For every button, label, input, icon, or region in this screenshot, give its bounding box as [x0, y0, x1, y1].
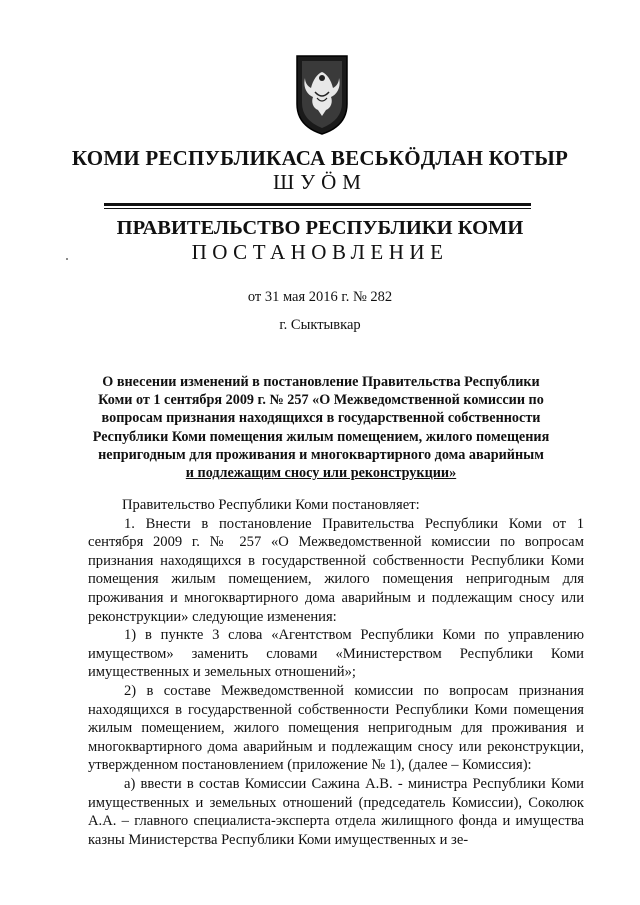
scan-speck [66, 258, 68, 260]
document-date-number: от 31 мая 2016 г. № 282 [247, 289, 393, 305]
header-divider-thin [104, 208, 531, 209]
paragraph-1: 1. Внести в постановление Правительства Республики Коми от 1 сентября 2009 г. № 257 «О Межведомственной комиссии по вопросам признания находящихся в государственной собственности Республики Коми помещения жилым помещением, жилого помещения непригодным для проживания и многоквартирного дома аварийным и подлежащим сносу или реконструкции» следующие изменения: [88, 515, 584, 625]
document-title [80, 373, 562, 482]
komi-header: КОМИ РЕСПУБЛИКАСА ВЕСЬКӦДЛАН КОТЫР [71, 146, 569, 170]
document-city: г. Сыктывкар [279, 317, 361, 333]
title-line: О внесении изменений в постановление Правительства Республики [102, 374, 540, 390]
paragraph-1-2: 2) в составе Межведомственной комиссии по вопросам признания находящихся в государственной собственности Республики Коми помещения жилым помещением, жилого помещения непригодным для проживания и многоквартирного дома аварийным и подлежащим сносу или реконструкции, утвержденном постановлением (приложение № 1), (далее – Комиссия): [88, 682, 584, 774]
government-header: ПРАВИТЕЛЬСТВО РЕСПУБЛИКИ КОМИ [116, 217, 524, 239]
title-line: непригодным для проживания и многоквартирного дома аварийным [98, 446, 544, 463]
document-type: ПОСТАНОВЛЕНИЕ [191, 240, 449, 264]
komi-coat-of-arms-icon [293, 52, 351, 136]
header-divider-thick [104, 203, 531, 206]
title-line: вопросам признания находящихся в государственной собственности [101, 410, 541, 427]
komi-doc-type: ШУӦМ [273, 170, 367, 194]
title-line: Коми от 1 сентября 2009 г. № 257 «О Межведомственной комиссии по [98, 392, 544, 409]
title-line: Республики Коми помещения жилым помещением, жилого помещения [92, 428, 550, 445]
document-body [88, 496, 584, 849]
title-line-underlined: и подлежащим сносу или реконструкции» [185, 465, 457, 482]
intro-paragraph: Правительство Республики Коми постановляет: [122, 497, 420, 513]
paragraph-1-2-a: а) ввести в состав Комиссии Сажина А.В. - министра Республики Коми имущественных и земельных отношений (председатель Комиссии), Соколюк А.А. – главного специалиста-эксперта отдела жилищного фонда и имущества казны Министерства Республики Коми имущественных и зе- [88, 775, 584, 848]
paragraph-1-1: 1) в пункте 3 слова «Агентством Республики Коми по управлению имуществом» заменить словами «Министерством Республики Коми имущественных и земельных отношений»; [88, 627, 584, 681]
